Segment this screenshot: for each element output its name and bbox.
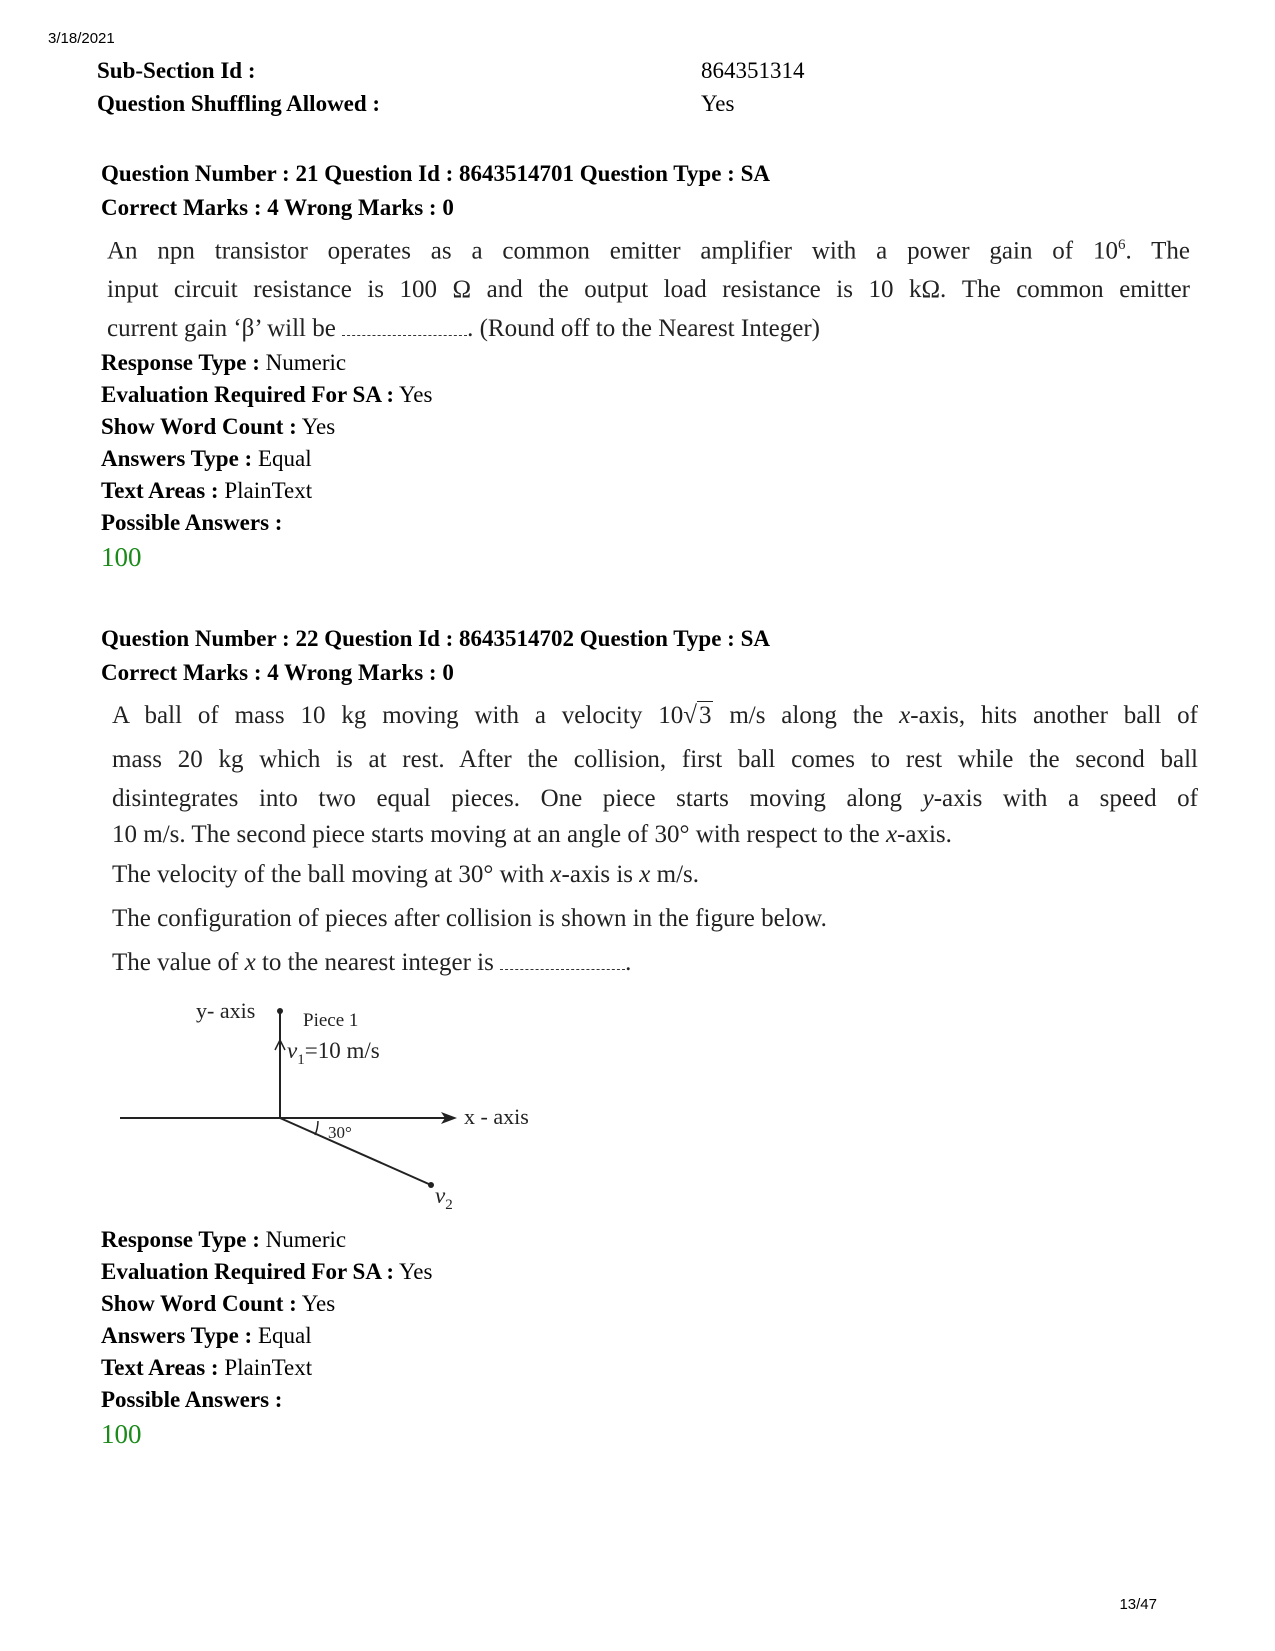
q22-text-line1: A ball of mass 10 kg moving with a velocity bbox=[112, 702, 643, 729]
question-22-id-line: Question Number : 22 Question Id : 8643514702 Question Type : SA bbox=[101, 626, 770, 651]
v2-label: $v_2$ bbox=[435, 1183, 453, 1213]
question-22-answer: 100 bbox=[101, 1419, 142, 1449]
piece-1-dot bbox=[277, 1008, 283, 1014]
v1-label: $v_1=10$ m/s bbox=[287, 1038, 380, 1068]
q21-exponent: 6 bbox=[1117, 237, 1126, 253]
q22-text-line4: 10 m/s. The second piece starts moving at an angle of 30° with respect to the bbox=[112, 821, 880, 848]
print-date: 3/18/2021 bbox=[48, 30, 115, 47]
question-21-id-line: Question Number : 21 Question Id : 8643514701 Question Type : SA bbox=[101, 161, 770, 186]
field-row: Response Type : Numeric bbox=[101, 1227, 347, 1252]
answer-blank bbox=[500, 951, 625, 970]
field-row: Answers Type : Equal bbox=[101, 446, 312, 471]
field-row: Evaluation Required For SA : Yes bbox=[101, 1259, 433, 1284]
field-row: Show Word Count : Yes bbox=[101, 1291, 336, 1316]
collision-figure bbox=[110, 1000, 580, 1230]
question-21-marks-line: Correct Marks : 4 Wrong Marks : 0 bbox=[101, 195, 454, 220]
q21-text-line1: An npn transistor operates as a common emitter amplifier with a power gain of 10 bbox=[107, 237, 1118, 265]
page-number: 13/47 bbox=[1119, 1596, 1157, 1613]
piece-2-line bbox=[280, 1118, 431, 1185]
question-21-answer: 100 bbox=[101, 542, 142, 572]
q22-text-line6: The configuration of pieces after collision is shown in the figure below. bbox=[112, 905, 827, 932]
question-21-fields bbox=[101, 347, 432, 539]
field-row: Possible Answers : bbox=[101, 510, 283, 535]
field-row: Answers Type : Equal bbox=[101, 1323, 312, 1348]
q21-text-line3: current gain ‘β’ will be bbox=[107, 315, 336, 343]
x-axis-label: x - axis bbox=[464, 1104, 529, 1129]
question-21-text bbox=[107, 226, 1190, 348]
question-22-fields bbox=[101, 1224, 432, 1416]
shuffle-value: Yes bbox=[701, 91, 735, 116]
field-row: Response Type : Numeric bbox=[101, 350, 347, 375]
sub-section-label: Sub-Section Id : bbox=[97, 58, 256, 83]
q21-text-line3-end: . (Round off to the Nearest Integer) bbox=[467, 315, 820, 343]
field-row: Text Areas : PlainText bbox=[101, 1355, 313, 1380]
answer-blank bbox=[342, 317, 467, 336]
question-22-text: A ball of mass 10 kg moving with a velocity 10√3 m/s along the x-axis, hits another ball of mass 20 kg which is at rest. After the collision, first ball comes to rest while the second ball disintegrates into two equal pieces. One piece starts moving along y-axis with a speed of 10 m/s. The second piece starts moving at an angle of 30° with respect to the x-axis. The velocity of the ball moving at 30° with x-axis is x m/s. The configuration of pieces after collision is shown in the figure below. The value of x to the nearest integer is . bbox=[112, 702, 1198, 976]
q22-text-line3: disintegrates into two equal pieces. One piece starts moving along bbox=[112, 785, 903, 812]
piece-2-dot bbox=[428, 1182, 434, 1188]
question-22-marks-line: Correct Marks : 4 Wrong Marks : 0 bbox=[101, 660, 454, 685]
q21-text-line1-end: . The bbox=[1125, 237, 1190, 265]
y-axis-label: y- axis bbox=[196, 1000, 256, 1023]
angle-arc bbox=[315, 1121, 318, 1135]
shuffle-label: Question Shuffling Allowed : bbox=[97, 91, 381, 116]
question-22-header bbox=[101, 622, 770, 690]
field-row: Show Word Count : Yes bbox=[101, 414, 336, 439]
piece-1-label: Piece 1 bbox=[303, 1010, 359, 1031]
velocity-value: 10√3 bbox=[658, 702, 712, 729]
sub-section-value: 864351314 bbox=[701, 58, 805, 83]
field-row: Text Areas : PlainText bbox=[101, 478, 313, 503]
angle-label: 30° bbox=[328, 1123, 352, 1142]
q22-text-line5: The velocity of the ball moving at 30° with bbox=[112, 861, 545, 888]
q21-text-line2: input circuit resistance is 100 Ω and the output load resistance is 10 kΩ. The common emitter bbox=[107, 276, 1190, 304]
q22-text-line7: The value of bbox=[112, 949, 239, 976]
question-21-header bbox=[101, 157, 770, 225]
q22-text-line2: mass 20 kg which is at rest. After the collision, first ball comes to rest while the second ball bbox=[112, 746, 1198, 773]
field-row: Possible Answers : bbox=[101, 1387, 283, 1412]
field-row: Evaluation Required For SA : Yes bbox=[101, 382, 433, 407]
